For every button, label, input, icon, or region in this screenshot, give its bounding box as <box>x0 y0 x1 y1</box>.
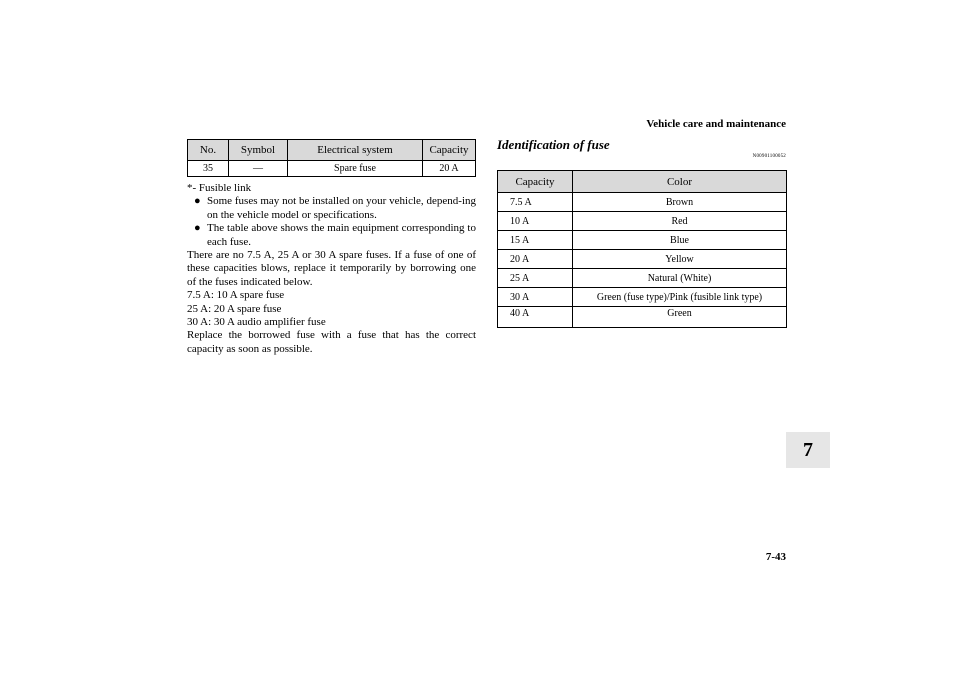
table-row <box>498 307 787 328</box>
cell-color: Brown <box>573 193 787 212</box>
cell-capacity: 20 A <box>498 250 573 269</box>
cell-color: Natural (White) <box>573 269 787 288</box>
cell-capacity: 15 A <box>498 231 573 250</box>
borrow-line-7-5a: 7.5 A: 10 A spare fuse <box>187 289 285 302</box>
column-header-symbol: Symbol <box>229 140 288 161</box>
cell-color: Red <box>573 212 787 231</box>
table-header-row <box>498 171 787 193</box>
bullet-text: Some fuses may not be installed on your vehicle, depend-ing on the vehicle model or specifications. <box>207 195 476 221</box>
bullet-dot-icon: ● <box>194 222 201 235</box>
cell-symbol: — <box>229 161 288 177</box>
column-header-color: Color <box>573 171 787 193</box>
footnote-fusible-link: *- Fusible link <box>187 182 252 194</box>
borrow-line-25a: 25 A: 20 A spare fuse <box>187 302 282 315</box>
paragraph-spare-fuses: There are no 7.5 A, 25 A or 30 A spare fuses. If a fuse of one of these capacities blows, replace it temporarily by borrowing one of the fuses indicated below. <box>187 249 476 288</box>
cell-no: 35 <box>188 161 229 177</box>
page-header-title: Vehicle care and maintenance <box>646 118 786 130</box>
section-heading: Identification of fuse <box>497 137 610 152</box>
fuse-color-table <box>497 170 787 328</box>
column-header-electrical-system: Electrical system <box>288 140 423 161</box>
bullet-text: The table above shows the main equipment corresponding to each fuse. <box>207 222 476 248</box>
bullet-item <box>187 195 476 222</box>
table-row <box>498 212 787 231</box>
cell-capacity: 10 A <box>498 212 573 231</box>
column-header-capacity: Capacity <box>423 140 476 161</box>
cell-color: Blue <box>573 231 787 250</box>
cell-electrical-system: Spare fuse <box>288 161 423 177</box>
table-row <box>498 288 787 307</box>
bullet-item <box>187 222 476 249</box>
bullet-dot-icon: ● <box>194 195 201 208</box>
fuse-list-table <box>187 139 476 177</box>
cell-color: Green <box>573 307 787 328</box>
chapter-tab: 7 <box>786 432 830 468</box>
table-row <box>498 193 787 212</box>
cell-color: Yellow <box>573 250 787 269</box>
table-row <box>188 161 476 177</box>
table-row <box>498 231 787 250</box>
column-header-capacity: Capacity <box>498 171 573 193</box>
left-body-text <box>187 182 476 356</box>
paragraph-replace: Replace the borrowed fuse with a fuse that has the correct capacity as soon as possible. <box>187 329 476 355</box>
cell-capacity: 40 A <box>498 307 573 328</box>
cell-capacity: 7.5 A <box>498 193 573 212</box>
section-code: N00901100052 <box>752 154 786 159</box>
table-row <box>498 250 787 269</box>
column-header-no: No. <box>188 140 229 161</box>
table-header-row <box>188 140 476 161</box>
cell-color: Green (fuse type)/Pink (fusible link type) <box>573 288 787 307</box>
table-row <box>498 269 787 288</box>
page-number: 7-43 <box>765 551 786 563</box>
cell-capacity: 25 A <box>498 269 573 288</box>
cell-capacity: 20 A <box>423 161 476 177</box>
cell-capacity: 30 A <box>498 288 573 307</box>
borrow-line-30a: 30 A: 30 A audio amplifier fuse <box>187 316 326 329</box>
